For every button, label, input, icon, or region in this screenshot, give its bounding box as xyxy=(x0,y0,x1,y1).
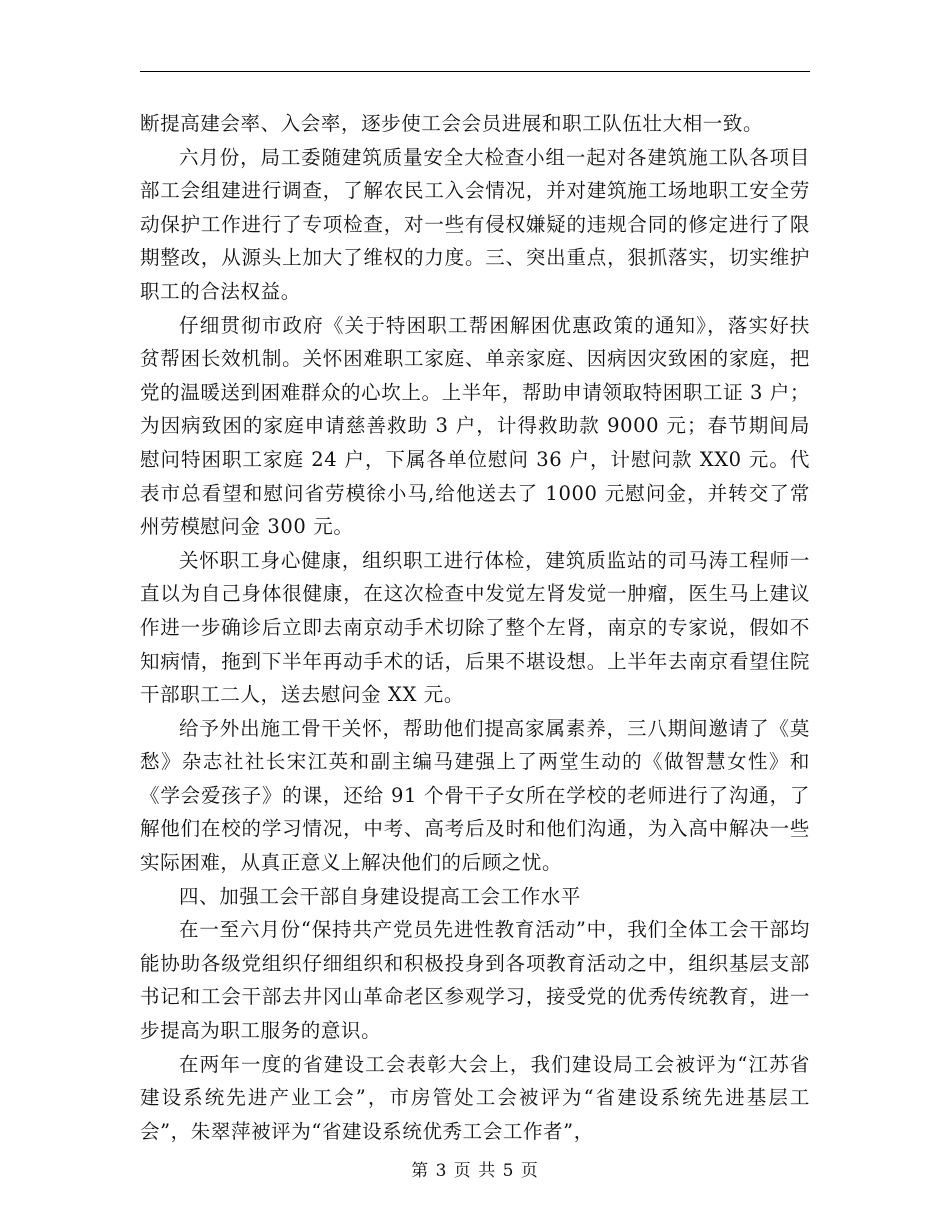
paragraph-1: 断提高建会率、入会率，逐步使工会会员进展和职工队伍壮大相一致。 xyxy=(140,112,764,135)
page-number-footer: 第 3 页 共 5 页 xyxy=(411,1161,539,1181)
paragraph-3: 仔细贯彻市政府《关于特困职工帮困解困优惠政策的通知》，落实好扶贫帮困长效机制。关怀困难职工家庭、单亲家庭、因病因灾致困的家庭，把党的温暖送到困难群众的心坎上。上半年，帮助申请领取特困职工证 3 户；为因病致困的家庭申请慈善救助 3 户，计得救助款 9000 元；春节期间局慰问特困职工家庭 24 户，下属各单位慰问 36 户，计慰问款 XX0 元。代表市总看望和慰问省劳模徐小马,给他送去了 1000 元慰问金，并转交了常州劳模慰问金 300 元。 xyxy=(140,313,810,539)
header-rule xyxy=(140,71,810,72)
document-body xyxy=(140,107,810,1148)
paragraph-4: 关怀职工身心健康，组织职工进行体检，建筑质监站的司马涛工程师一直以为自己身体很健康，在这次检查中发觉左肾发觉一肿瘤，医生马上建议作进一步确诊后立即去南京动手术切除了整个左肾，南京的专家说，假如不知病情，拖到下半年再动手术的话，后果不堪设想。上半年去南京看望住院干部职工二人，送去慰问金 XX 元。 xyxy=(140,548,810,707)
paragraph-2: 六月份，局工委随建筑质量安全大检查小组一起对各建筑施工队各项目部工会组建进行调查，了解农民工入会情况，并对建筑施工场地职工安全劳动保护工作进行了专项检查，对一些有侵权嫌疑的违规合同的修定进行了限期整改，从源头上加大了维权的力度。三、突出重点，狠抓落实，切实维护职工的合法权益。 xyxy=(140,145,810,303)
section-heading-4: 四、加强工会干部自身建设提高工会工作水平 xyxy=(179,884,582,908)
paragraph-6: 在一至六月份“保持共产党员先进性教育活动”中，我们全体工会干部均能协助各级党组织仔细组织和积极投身到各项教育活动之中，组织基层支部书记和工会干部去井冈山革命老区参观学习，接受党的优秀传统教育，进一步提高为职工服务的意识。 xyxy=(140,918,810,1043)
paragraph-5: 给予外出施工骨干关怀，帮助他们提高家属素养，三八期间邀请了《莫愁》杂志社社长宋江英和副主编马建强上了两堂生动的《做智慧女性》和《学会爱孩子》的课，还给 91 个骨干子女所在学校的老师进行了沟通，了解他们在校的学习情况，中考、高考后及时和他们沟通，为入高中解决一些实际困难，从真正意义上解决他们的后顾之忧。 xyxy=(140,716,810,875)
paragraph-7: 在两年一度的省建设工会表彰大会上，我们建设局工会被评为“江苏省建设系统先进产业工会”，市房管处工会被评为“省建设系统先进基层工会”，朱翠萍被评为“省建设系统优秀工会工作者”， xyxy=(140,1052,810,1143)
